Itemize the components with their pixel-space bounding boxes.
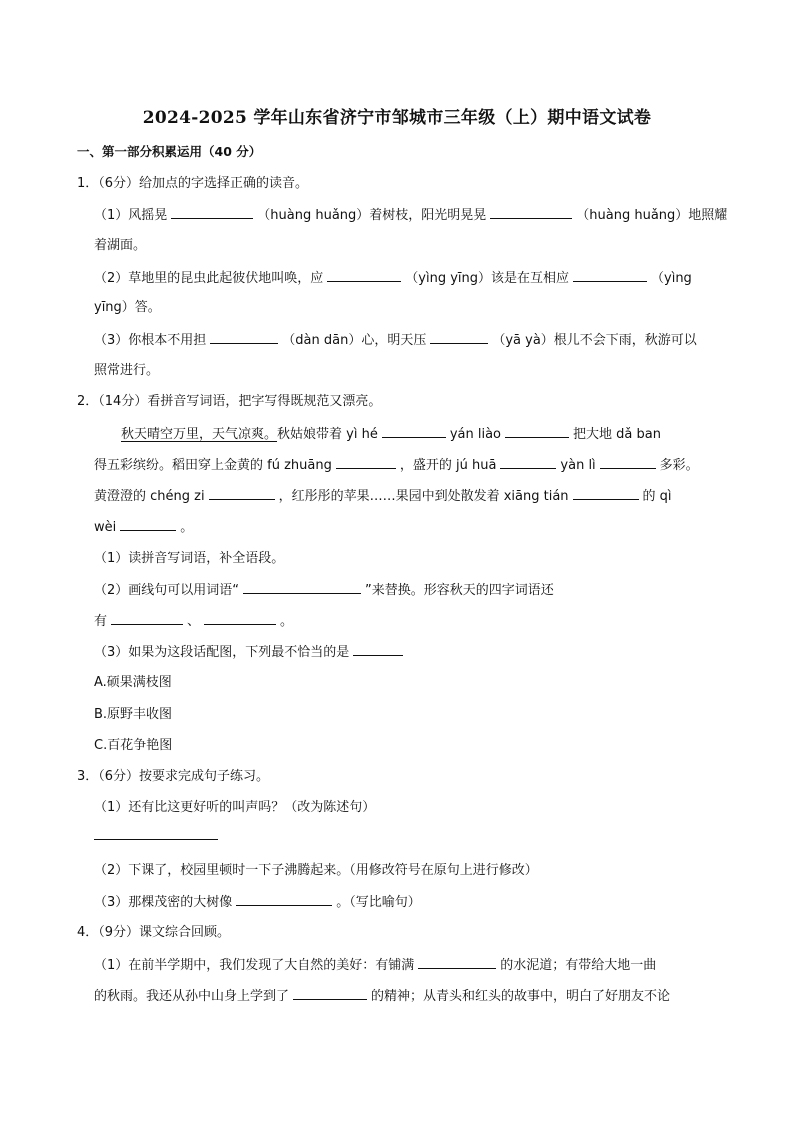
answer-blank[interactable]	[327, 268, 401, 282]
answer-blank[interactable]	[573, 268, 647, 282]
answer-blank[interactable]	[120, 517, 176, 531]
answer-blank[interactable]	[430, 330, 488, 344]
answer-blank[interactable]	[94, 826, 218, 840]
answer-blank[interactable]	[505, 424, 569, 438]
question-3-item-1: （1）还有比这更好听的叫声吗？（改为陈述句）	[94, 800, 376, 815]
question-3-item-3: （3）那棵茂密的大树像 。（写比喻句）	[94, 892, 421, 913]
passage-line-3: 黄澄澄的 chéng zi ，红彤彤的苹果……果园中到处散发着 xiāng tián 的 qì	[94, 486, 718, 507]
answer-blank[interactable]	[500, 455, 556, 469]
answer-blank[interactable]	[382, 424, 446, 438]
section-heading: 一、第一部分积累运用（40 分）	[77, 144, 262, 159]
option-b: B.原野丰收图	[94, 707, 173, 722]
answer-blank[interactable]	[210, 330, 278, 344]
answer-blank[interactable]	[209, 486, 275, 500]
question-1-item-2-cont: yīng）答。	[94, 300, 161, 315]
question-1-item-1-cont: 着湖面。	[94, 238, 147, 253]
passage-line-2: 得五彩缤纷。稻田穿上金黄的 fú zhuāng ，盛开的 jú huā yàn lì 多彩。	[94, 455, 722, 476]
question-3-answer-line	[94, 826, 222, 847]
option-a: A.硕果满枝图	[94, 675, 172, 690]
question-2-sub-2: （2）画线句可以用词语“ ”来替换。形容秋天的四字词语还	[94, 580, 718, 601]
question-2-heading: 2．（14分）看拼音写词语，把字写得既规范又漂亮。	[77, 394, 382, 409]
question-4-heading: 4．（9分）课文综合回顾。	[77, 925, 231, 940]
option-c: C.百花争艳图	[94, 738, 173, 753]
passage-line-4: wèi 。	[94, 517, 193, 538]
question-1-heading: 1．（6分）给加点的字选择正确的读音。	[77, 176, 309, 191]
passage-line-1: 秋天晴空万里，天气凉爽。秋姑娘带着 yì hé yán liào 把大地 dǎ ban	[121, 424, 718, 445]
question-3-item-2: （2）下课了，校园里顿时一下子沸腾起来。（用修改符号在原句上进行修改）	[94, 863, 538, 878]
answer-blank[interactable]	[204, 611, 276, 625]
question-1-item-3-cont: 照常进行。	[94, 363, 160, 378]
answer-blank[interactable]	[490, 205, 572, 219]
question-2-sub-2-cont: 有 、 。	[94, 611, 293, 632]
question-4-item-1-cont: 的秋雨。我还从孙中山身上学到了 的精神；从青头和红头的故事中，明白了好朋友不论	[94, 986, 718, 1007]
question-2-sub-3: （3）如果为这段话配图，下列最不恰当的是	[94, 642, 407, 663]
question-2-sub-1: （1）读拼音写词语，补全语段。	[94, 551, 285, 566]
exam-title: 2024-2025 学年山东省济宁市邹城市三年级（上）期中语文试卷	[142, 108, 652, 128]
answer-blank[interactable]	[293, 986, 367, 1000]
answer-blank[interactable]	[336, 455, 396, 469]
answer-blank[interactable]	[171, 205, 253, 219]
question-1-item-1: （1）风摇晃 （huàng huǎng）着树枝，阳光明晃晃 （huàng huǎng）地照耀	[94, 205, 718, 226]
question-4-item-1: （1）在前半学期中，我们发现了大自然的美好：有铺满 的水泥道；有带给大地一曲	[94, 955, 718, 976]
question-1-item-3: （3）你根本不用担 （dàn dān）心，明天压 （yā yà）根儿不会下雨，秋游可以	[94, 330, 718, 351]
answer-blank[interactable]	[353, 642, 403, 656]
answer-blank[interactable]	[418, 955, 496, 969]
answer-blank[interactable]	[111, 611, 183, 625]
question-1-item-2: （2）草地里的昆虫此起彼伏地叫唤，应 （yìng yīng）该是在互相应 （yìng	[94, 268, 718, 289]
question-3-heading: 3．（6分）按要求完成句子练习。	[77, 769, 270, 784]
answer-blank[interactable]	[236, 892, 332, 906]
underlined-sentence: 秋天晴空万里，天气凉爽。	[121, 427, 278, 442]
answer-blank[interactable]	[600, 455, 656, 469]
answer-blank[interactable]	[573, 486, 639, 500]
answer-blank[interactable]	[243, 580, 361, 594]
